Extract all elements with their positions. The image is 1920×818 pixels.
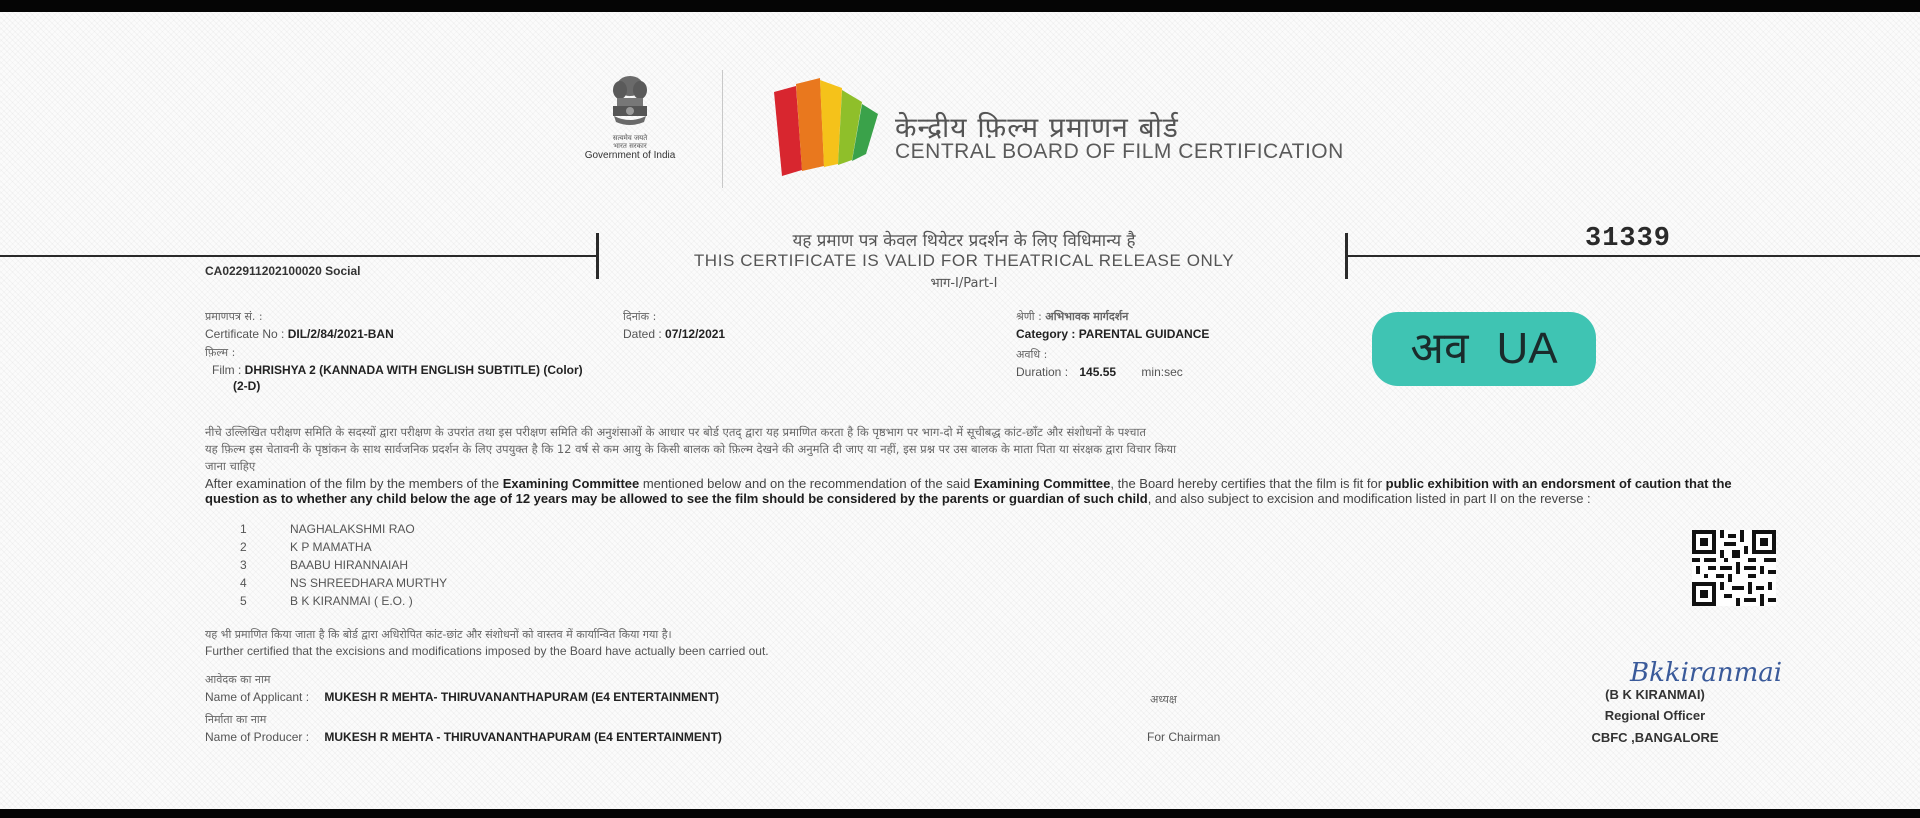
member-number: 3 [240, 558, 247, 572]
validity-rule-left [0, 255, 598, 257]
duration-label-hindi: अवधि : [1016, 348, 1048, 361]
officer-signature: Bkkiranmai [1630, 658, 1783, 688]
certification-text-hindi [205, 424, 1785, 475]
lion-capital-icon [608, 72, 652, 134]
member-name: B K KIRANMAI ( E.O. ) [290, 594, 413, 608]
application-number: CA022911202100020 Social [205, 264, 361, 278]
officer-title: Regional Officer [1604, 708, 1706, 723]
producer-row [205, 730, 722, 744]
certification-text-english [205, 476, 1785, 506]
hindi-line: नीचे उल्लिखित परीक्षण समिति के सदस्यों द्वारा परीक्षण के उपरांत तथा इस परीक्षण समिति की अनुशंसाओं के आधार पर बोर्ड एतद् द्वारा यह प्रमाणित करता है कि पृष्ठभाग पर भाग-दो में सूचीबद्ध कांट-छाँट और संशोधनों के पश्चात [205, 425, 1146, 439]
duration-value: 145.55 [1079, 365, 1117, 379]
category-row-hindi [1016, 309, 1128, 324]
category-label-hindi: श्रेणी : [1016, 310, 1042, 323]
film-label-hindi: फ़िल्म : [205, 346, 236, 359]
member-name: NAGHALAKSHMI RAO [290, 522, 415, 536]
film-format: (2-D) [233, 379, 261, 393]
date-value: 07/12/2021 [665, 327, 726, 341]
applicant-name: MUKESH R MEHTA- THIRUVANANTHAPURAM (E4 ENTERTAINMENT) [324, 690, 720, 704]
validity-part: भाग-I/Part-I [930, 276, 998, 291]
producer-label-hindi: निर्माता का नाम [205, 713, 267, 726]
further-certified-hindi: यह भी प्रमाणित किया जाता है कि बोर्ड द्वारा अधिरोपित कांट-छांट और संशोधनों को वास्तव में कार्यान्वित किया गया है। [205, 628, 672, 641]
hindi-line: जाना चाहिए [205, 459, 256, 473]
hindi-line: यह फ़िल्म इस चेतावनी के पृष्ठांकन के साथ सार्वजनिक प्रदर्शन के लिए उपयुक्त है कि 12 वर्ष से कम आयु के किसी बालक को फ़िल्म देखने की अनुमति दी जाए या नहीं, इस प्रश्न पर उस बालक के माता पिता या संरक्षक द्वारा विचार किया [205, 442, 1177, 456]
cbfc-logo-icon [772, 74, 882, 184]
applicant-label-hindi: आवेदक का नाम [205, 673, 271, 686]
producer-name: MUKESH R MEHTA - THIRUVANANTHAPURAM (E4 ENTERTAINMENT) [324, 730, 722, 744]
officer-name: (B K KIRANMAI) [1605, 687, 1705, 702]
rating-badge [1372, 312, 1596, 386]
validity-notice [600, 228, 1328, 291]
rating-hindi: अव [1410, 324, 1469, 373]
member-number: 1 [240, 522, 247, 536]
duration-label: Duration : [1016, 365, 1069, 379]
list-item [240, 520, 447, 538]
validity-english: THIS CERTIFICATE IS VALID FOR THEATRICAL RELEASE ONLY [693, 251, 1235, 270]
certificate-no-row [205, 327, 394, 341]
duration-unit: min:sec [1141, 365, 1183, 379]
applicant-label: Name of Applicant : [205, 690, 310, 704]
emblem-motto: सत्यमेव जयते [612, 134, 648, 142]
header-divider [722, 70, 723, 188]
category-value-hindi: अभिभावक मार्गदर्शन [1045, 310, 1129, 323]
category-label: Category : [1016, 327, 1076, 341]
film-row [212, 363, 583, 377]
category-row [1016, 327, 1209, 341]
applicant-row [205, 690, 719, 704]
list-item [240, 556, 447, 574]
certificate-no-value: DIL/2/84/2021-BAN [287, 327, 394, 341]
board-name-hindi: केन्द्रीय फ़िल्म प्रमाणन बोर्ड [895, 111, 1179, 144]
member-number: 2 [240, 540, 247, 554]
rating-english: UA [1496, 324, 1558, 373]
duration-row [1016, 365, 1183, 379]
qr-code-icon [1692, 530, 1776, 606]
category-value: PARENTAL GUIDANCE [1078, 327, 1210, 341]
validity-bracket-left [596, 233, 599, 279]
text-run: , and also subject to excision and modification listed in part II on the reverse : [1147, 491, 1591, 506]
text-run-bold: public exhibition with an endorsment of caution that the question as to whether any child below the age of 12 years may be allowed to see the film should be considered by the parents or guardian of such child [205, 476, 1732, 506]
chairman-label-hindi: अध्यक्ष [1150, 693, 1177, 706]
text-run: mentioned below and on the recommendation of the said [639, 476, 974, 491]
member-number: 4 [240, 576, 247, 590]
member-name: BAABU HIRANNAIAH [290, 558, 409, 572]
film-label: Film : [212, 363, 242, 377]
certificate-no-label: Certificate No : [205, 327, 285, 341]
member-name: NS SHREEDHARA MURTHY [290, 576, 448, 590]
date-label-hindi: दिनांक : [623, 310, 657, 323]
list-item [240, 574, 447, 592]
certificate-page [0, 12, 1920, 809]
government-emblem [580, 72, 680, 182]
text-run-bold: Examining Committee [502, 476, 640, 491]
validity-rule-right [1346, 255, 1920, 257]
chairman-label: For Chairman [1147, 730, 1221, 744]
producer-label: Name of Producer : [205, 730, 310, 744]
serial-number: 31339 [1585, 224, 1672, 254]
committee-members-list [240, 520, 447, 610]
officer-office: CBFC ,BANGALORE [1591, 730, 1719, 745]
film-title: DHRISHYA 2 (KANNADA WITH ENGLISH SUBTITLE) (Color) [244, 363, 583, 377]
text-run-bold: Examining Committee [973, 476, 1111, 491]
board-name-english: CENTRAL BOARD OF FILM CERTIFICATION [895, 140, 1344, 163]
list-item [240, 592, 447, 610]
emblem-english-label: Government of India [584, 150, 676, 161]
list-item [240, 538, 447, 556]
date-row [623, 327, 725, 341]
text-run: After examination of the film by the members of the [205, 476, 503, 491]
member-name: K P MAMATHA [290, 540, 372, 554]
further-certified-english: Further certified that the excisions and modifications imposed by the Board have actually been carried out. [205, 644, 769, 658]
certificate-no-label-hindi: प्रमाणपत्र सं. : [205, 310, 263, 323]
member-number: 5 [240, 594, 247, 608]
text-run: , the Board hereby certifies that the film is fit for [1110, 476, 1386, 491]
emblem-hindi-label: भारत सरकार [613, 142, 647, 150]
validity-hindi: यह प्रमाण पत्र केवल थियेटर प्रदर्शन के लिए विधिमान्य है [792, 231, 1136, 251]
date-label: Dated : [623, 327, 662, 341]
